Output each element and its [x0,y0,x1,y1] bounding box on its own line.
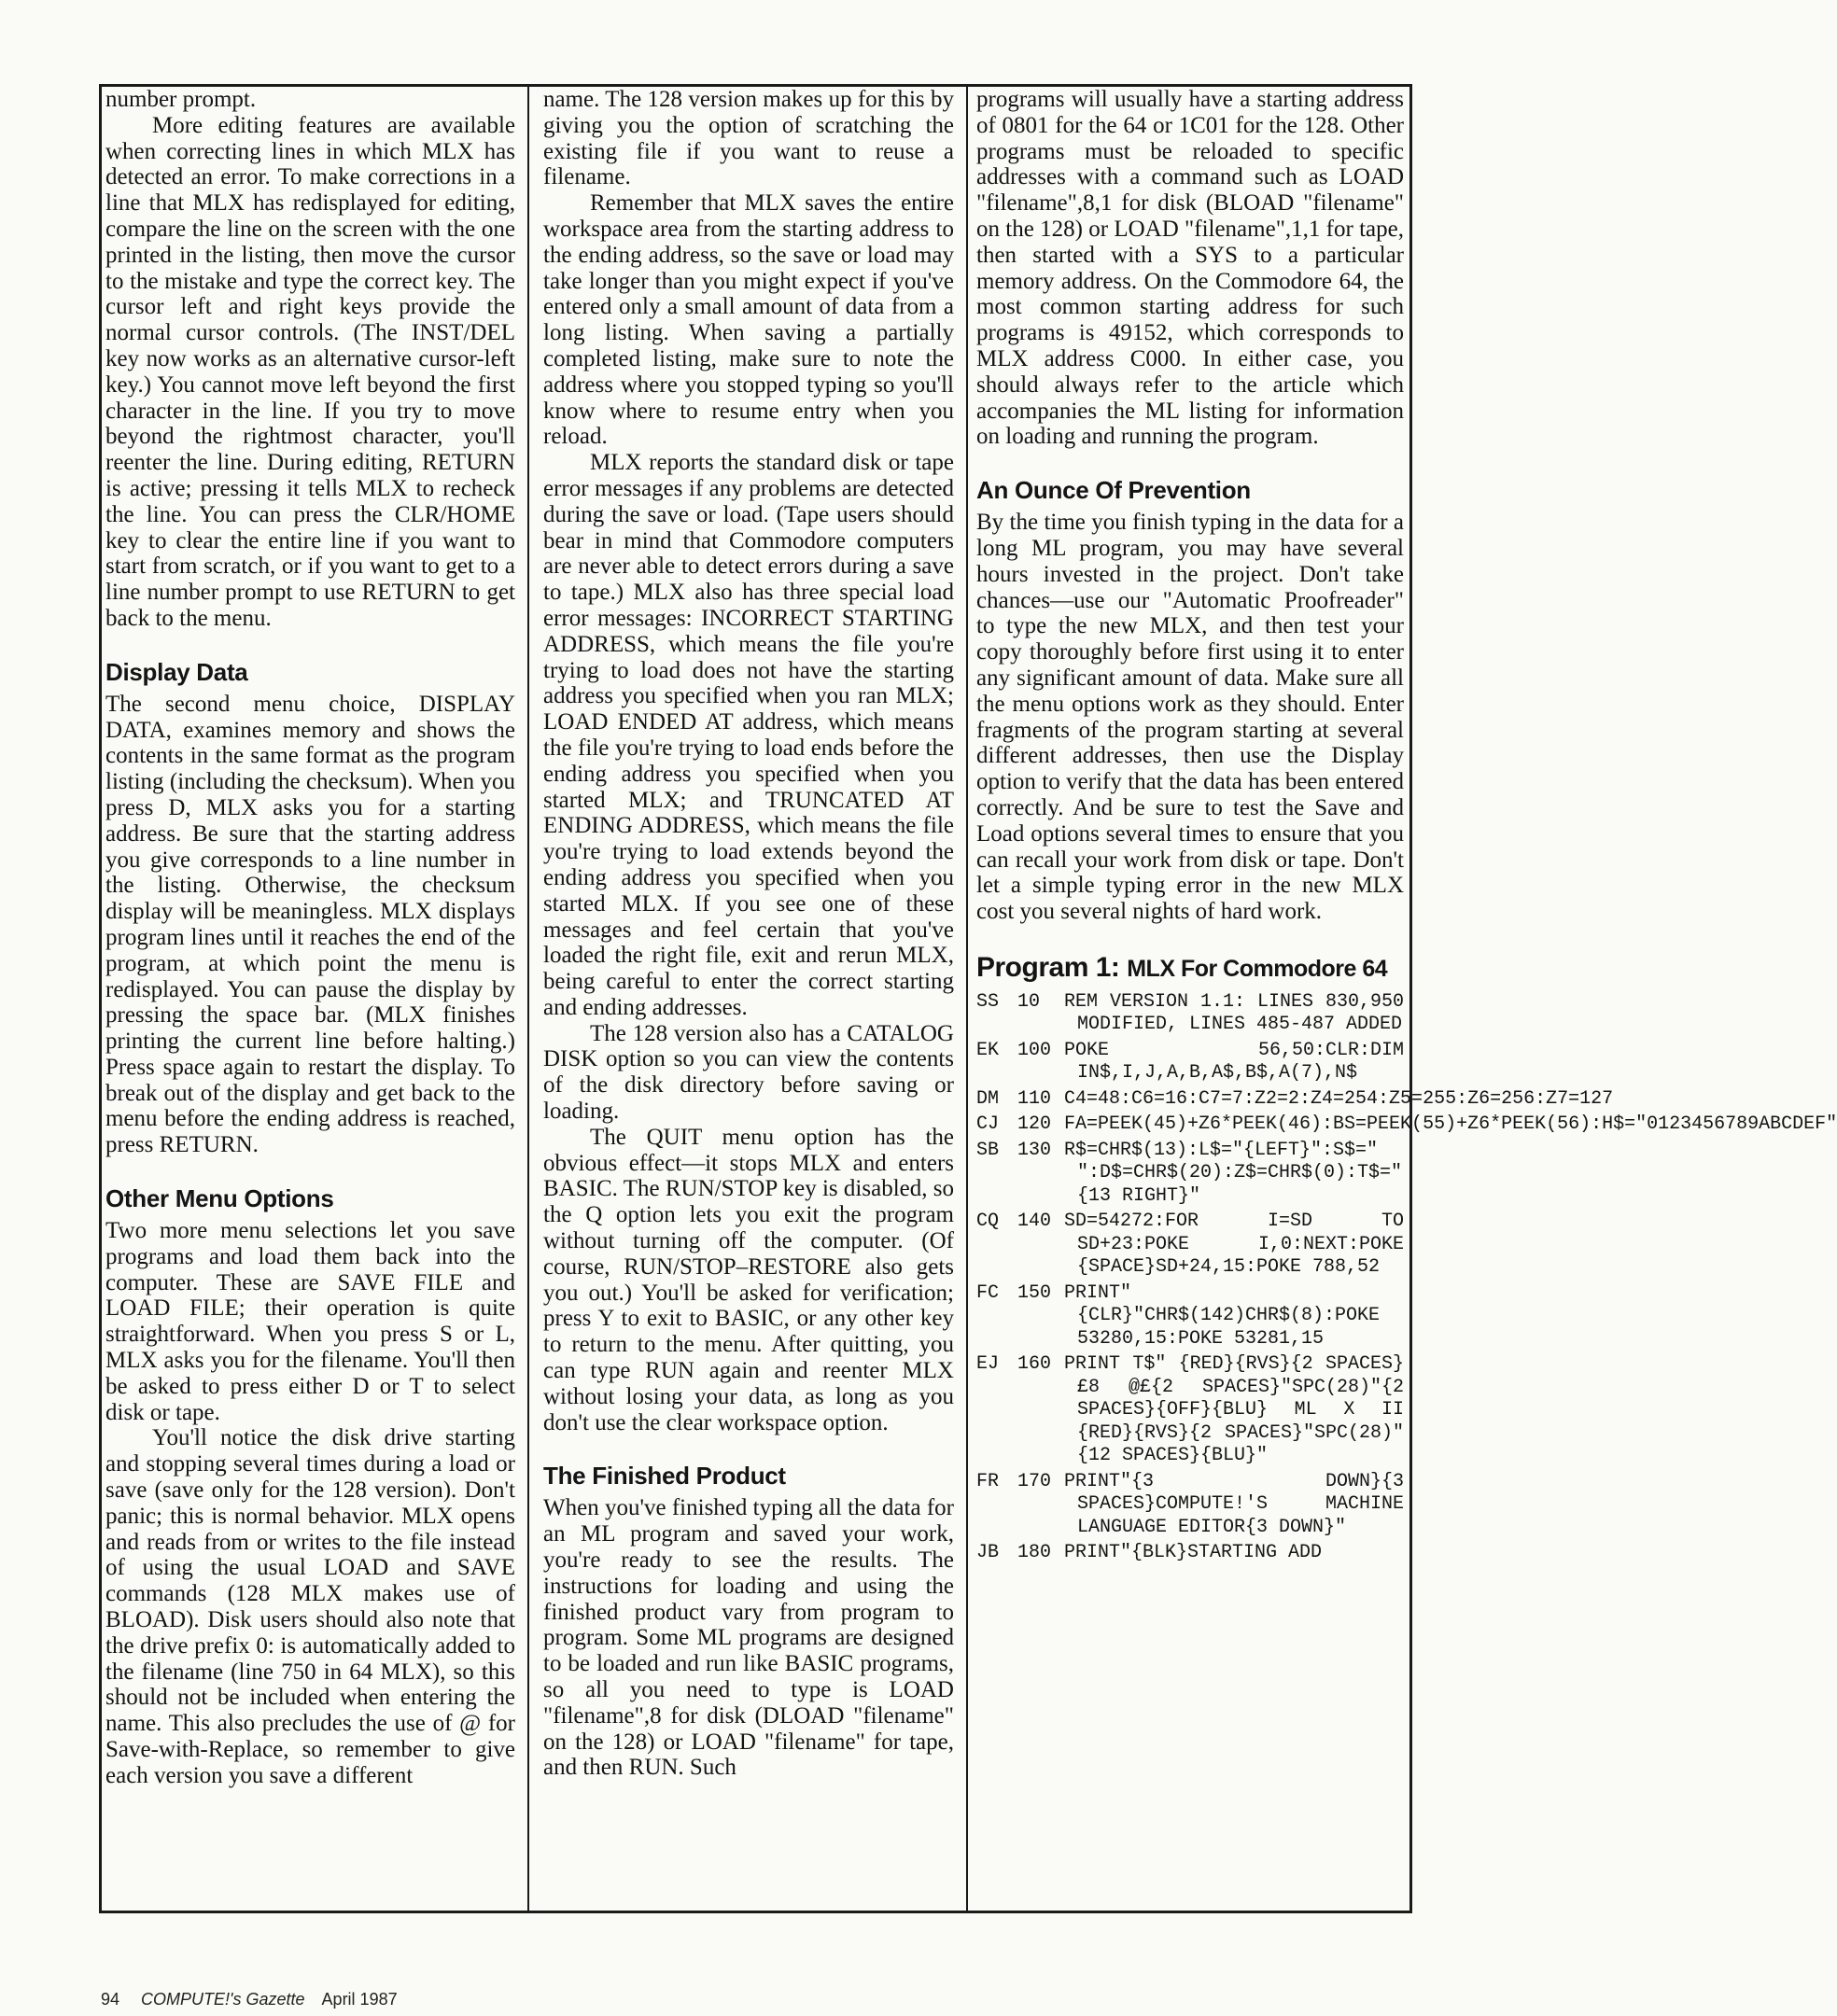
code-text: C4=48:C6=16:C7=7:Z2=2:Z4=254:Z5=255:Z6=256:Z7=127 [1064,1087,1614,1110]
checksum: FR [976,1470,1000,1492]
section-heading: The Finished Product [543,1462,786,1491]
article-column-1 [102,87,519,1910]
line-number: 100 [1017,1039,1052,1061]
code-line [976,1470,1416,1540]
line-number: 140 [1017,1211,1052,1233]
paragraph: name. The 128 version makes up for this by giving you the option of scratching the existing file if you want to reuse a filename. [543,87,954,190]
checksum: JB [976,1542,1000,1564]
paragraph: The second menu choice, DISPLAY DATA, examines memory and shows the contents in the same format as the program listing (including the checksum). When you press D, MLX asks you for a starting address. Be sure that the starting address you give corresponds to a line number in the listing. Otherwise, the checksum display will be meaningless. MLX displays program lines until it reaches the end of the program, at which point the menu is redisplayed. You can pause the display by pressing the space bar. (MLX finishes printing the current line before halting.) Press space again to restart the display. To break out of the display and get back to the menu before the ending address is reached, press RETURN. [105,691,515,1158]
checksum: EJ [976,1353,1000,1376]
code-line [976,1211,1416,1280]
checksum: SB [976,1139,1000,1161]
code-line [976,1353,1416,1468]
code-line [976,1113,1837,1137]
column-divider [527,87,529,1911]
paragraph: When you've finished typing all the data for an ML program and saved your work, you're ready to see the results. The instructions for loading and using the finished product vary from program to program. Some ML programs are designed to be loaded and run like BASIC programs, so all you need to type is LOAD "filename",8 for disk (DLOAD "filename" on the 128) or LOAD "filename" for tape, and then RUN. Such [543,1495,954,1781]
paragraph: Two more menu selections let you save programs and load them back into the computer. These are SAVE FILE and LOAD FILE; their operation is quite straightforward. When you press S or L, MLX asks you for the filename. You'll then be asked to press either D or T to select disk or tape. [105,1218,515,1425]
paragraph: More editing features are available when correcting lines in which MLX has detected an error. To make corrections in a line that MLX has redisplayed for editing, compare the line on the screen with the one printed in the listing, then move the cursor to the mistake and type the correct key. The cursor left and right keys provide the normal cursor controls. (The INST/DEL key now works as an alternative cursor-left key.) You cannot move left beyond the first character in the line. If you try to move beyond the rightmost character, you'll reenter the line. During editing, RETURN is active; pressing it tells MLX to recheck the line. You can press the CLR/HOME key to clear the entire line if you want to start from scratch, or if you want to get to a line number prompt to use RETURN to get back to the menu. [105,112,515,631]
code-line [976,1140,1404,1209]
code-line [976,990,1416,1037]
checksum: FC [976,1281,1000,1304]
section-heading: An Ounce Of Prevention [976,476,1251,505]
paragraph: Remember that MLX saves the entire workspace area from the starting address to the ending address, so the save or load may take longer than you might expect if you've entered only a small amount of data from a long listing. When saving a partially completed listing, make sure to note the address where you stopped typing so you'll know where to resume entry when you reload. [543,190,954,450]
code-text: PRINT"{BLK}STARTING ADD [1064,1542,1323,1564]
paragraph: programs will usually have a starting address of 0801 for the 64 or 1C01 for the 128. Other programs must be reloaded to specific addresses with a command such as LOAD "filename",8,1 for disk (BLOAD "filename" on the 128) or LOAD "filename",1,1 for tape, then started with a SYS to a particular memory address. On the Commodore 64, the most common starting address for such programs is 49152, which corresponds to MLX address C000. In either case, you should always refer to the article which accompanies the ML listing for information on loading and running the program. [976,87,1404,450]
paragraph: MLX reports the standard disk or tape error messages if any problems are detected during the save or load. (Tape users should bear in mind that Commodore computers are never able to detect errors during a save to tape.) MLX also has three special load error messages: INCORRECT STARTING ADDRESS, which means the file you're trying to load does not have the starting address you specified when you ran MLX; LOAD ENDED AT address, which means the file you're trying to load ends before the ending address you specified when you started MLX; and TRUNCATED AT ENDING ADDRESS, which means the file you're trying to load extends beyond the ending address you specified when you started MLX. If you see one of these messages and feel certain that you've loaded the right file, exit and rerun MLX, being careful to enter the correct starting and ending addresses. [543,450,954,1020]
paragraph: The 128 version also has a CATALOG DISK option so you can view the contents of the disk directory before saving or loading. [543,1020,954,1125]
code-line [976,1087,1614,1112]
code-text: R$=CHR$(13):L$="{LEFT}":S$=" ":D$=CHR$(20):Z$=CHR$(0):T$="{13 RIGHT}" [1064,1139,1403,1207]
program-subtitle: MLX For Commodore 64 [1127,955,1388,982]
issue-date: April 1987 [321,1990,398,2009]
code-text: PRINT T$" {RED}{RVS}{2 SPACES}£8 @£{2 SPACES}"SPC(28)"{2 SPACES}{OFF}{BLU} ML X II {RED}{RVS}{2 SPACES}"SPC(28)"{12 SPACES}{BLU}" [1064,1353,1416,1467]
program-title [976,951,1404,986]
paragraph: number prompt. [105,87,257,112]
program-label: Program 1: [976,951,1120,983]
checksum: CJ [976,1113,1000,1136]
paragraph: By the time you finish typing in the data for a long ML program, you may have several hours invested in the project. Don't take chances—use our "Automatic Proofreader" to type the new MLX, and then test your copy thoroughly before first using it to enter any significant amount of data. Make sure all the menu options work as they should. Enter fragments of the program starting at several different addresses, then use the Display option to verify that the data has been entered correctly. And be sure to test the Save and Load options several times to ensure that you can recall your work from disk or tape. Don't let a simple typing error in the new MLX cost you several nights of hard work. [976,510,1404,925]
code-text: PRINT"{3 DOWN}{3 SPACES}COMPUTE!'S MACHINE LANGUAGE EDITOR{3 DOWN}" [1064,1470,1416,1538]
line-number: 170 [1017,1470,1052,1492]
publication-name: COMPUTE!'s Gazette [141,1990,305,2009]
line-number: 10 [1017,990,1041,1013]
paragraph: You'll notice the disk drive starting and stopping several times during a load or save (save only for the 128 version). Don't panic; this is normal behavior. MLX opens and reads from or writes to the file instead of using the usual LOAD and SAVE commands (128 MLX makes use of BLOAD). Disk users should also note that the drive prefix 0: is automatically added to the filename (line 750 in 64 MLX), so this should not be included when entering the name. This also precludes the use of @ for Save-with-Replace, so remember to give each version you save a different [105,1425,515,1788]
line-number: 130 [1017,1139,1052,1161]
code-text: SD=54272:FOR I=SD TO SD+23:POKE I,0:NEXT:POKE {SPACE}SD+24,15:POKE 788,52 [1064,1211,1416,1279]
page-number: 94 [101,1990,120,2009]
section-heading: Other Menu Options [105,1184,334,1213]
section-heading: Display Data [105,657,248,686]
program-listing [976,990,1837,1565]
article-column-2 [540,87,958,1910]
line-number: 110 [1017,1087,1052,1110]
paragraph: The QUIT menu option has the obvious effect—it stops MLX and enters BASIC. The RUN/STOP key is disabled, so the Q option lets you exit the program without turning off the computer. (Of course, RUN/STOP–RESTORE also gets you out.) You'll be asked for verification; press Y to exit to BASIC, or any other key to return to the menu. After quitting, you can type RUN again and reenter MLX without losing your data, as long as you don't use the clear workspace option. [543,1124,954,1435]
code-line [976,1282,1404,1351]
code-text: REM VERSION 1.1: LINES 830,950 MODIFIED, LINES 485-487 ADDED [1064,990,1416,1036]
column-divider [966,87,968,1911]
checksum: CQ [976,1211,1000,1233]
code-line [976,1039,1416,1085]
checksum: SS [976,990,1000,1013]
code-text: POKE 56,50:CLR:DIM IN$,I,J,A,B,A$,B$,A(7),N$ [1064,1039,1416,1085]
code-line [976,1542,1404,1565]
code-text: PRINT"{CLR}"CHR$(142)CHR$(8):POKE 53280,15:POKE 53281,15 [1064,1281,1392,1350]
line-number: 150 [1017,1281,1052,1304]
code-text: FA=PEEK(45)+Z6*PEEK(46):BS=PEEK(55)+Z6*PEEK(56):H$="0123456789ABCDEF" [1064,1113,1837,1136]
line-number: 180 [1017,1542,1052,1564]
checksum: EK [976,1039,1000,1061]
checksum: DM [976,1087,1000,1110]
page-footer [101,1990,398,2009]
line-number: 120 [1017,1113,1052,1136]
line-number: 160 [1017,1353,1052,1376]
article-column-3 [976,87,1837,1910]
